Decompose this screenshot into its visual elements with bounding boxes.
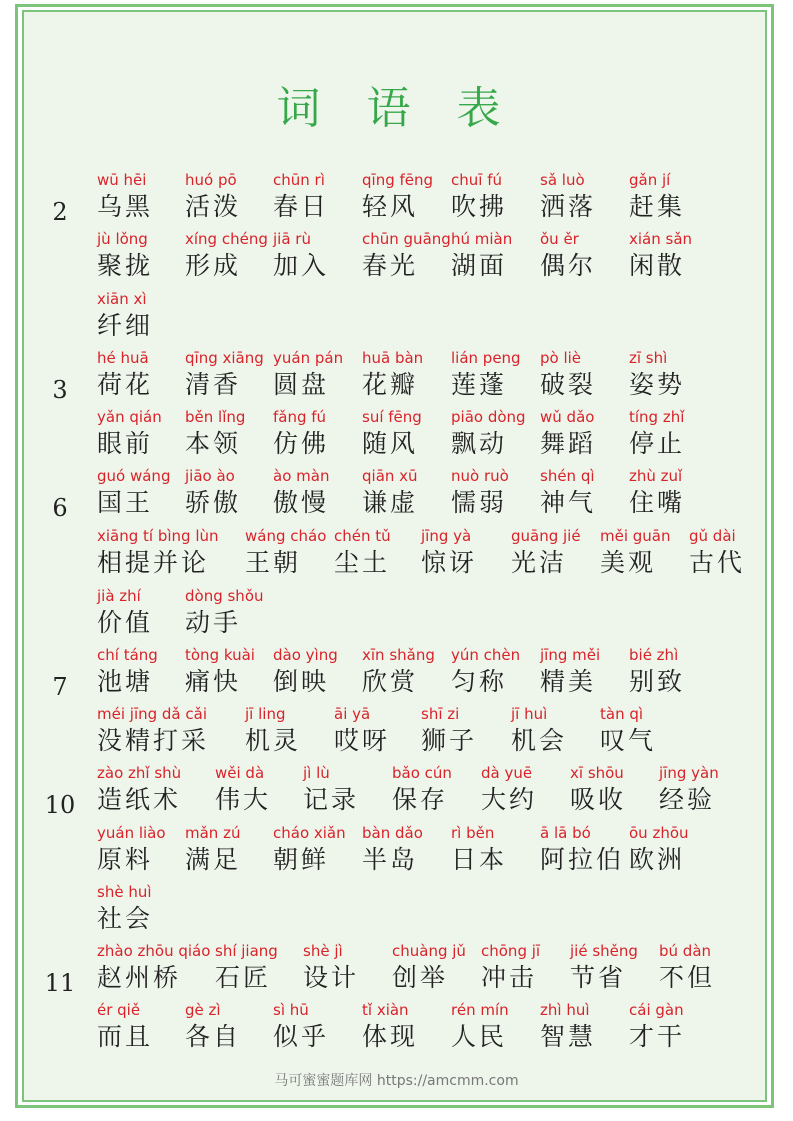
hanzi-word: 石匠: [215, 963, 272, 992]
hanzi-word: 吸收: [570, 785, 627, 814]
lesson-number: 7: [52, 673, 68, 701]
vocab-word: [392, 765, 452, 815]
pinyin: fǎng fú: [273, 408, 327, 426]
vocab-row: [0, 528, 793, 586]
hanzi-word: 国王: [97, 488, 154, 517]
hanzi-word: 别致: [629, 667, 686, 696]
pinyin: cháo xiǎn: [273, 824, 346, 842]
hanzi-word: 相提并论: [97, 548, 210, 577]
pinyin: chuī fú: [451, 171, 502, 189]
hanzi-word: 洒落: [540, 192, 597, 221]
hanzi-word: 春日: [273, 192, 330, 221]
pinyin: piāo dòng: [451, 408, 526, 426]
hanzi-word: 圆盘: [273, 370, 330, 399]
pinyin: měi guān: [600, 527, 671, 545]
hanzi-word: 满足: [185, 845, 242, 874]
pinyin: zī shì: [629, 349, 668, 367]
lesson-number: 10: [44, 791, 76, 819]
vocab-word: [629, 1002, 685, 1052]
vocab-word: [334, 706, 390, 756]
hanzi-word: 社会: [97, 904, 154, 933]
vocab-word: [629, 172, 685, 222]
pinyin: yǎn qián: [97, 408, 162, 426]
hanzi-word: 节省: [570, 963, 627, 992]
hanzi-word: 美观: [600, 548, 657, 577]
hanzi-word: 荷花: [97, 370, 154, 399]
vocab-word: [659, 765, 719, 815]
vocab-word: [629, 350, 685, 400]
pinyin: jīng yà: [421, 527, 472, 545]
hanzi-word: 尘土: [334, 548, 391, 577]
hanzi-word: 欧洲: [629, 845, 686, 874]
pinyin: shī zi: [421, 705, 460, 723]
pinyin: huó pō: [185, 171, 237, 189]
pinyin: xián sǎn: [629, 230, 693, 248]
hanzi-word: 光洁: [511, 548, 568, 577]
pinyin: xī shōu: [570, 764, 624, 782]
pinyin: xīn shǎng: [362, 646, 435, 664]
pinyin: āi yā: [334, 705, 371, 723]
vocab-word: [97, 172, 153, 222]
hanzi-word: 形成: [185, 251, 242, 280]
vocab-word: [97, 468, 170, 518]
pinyin: suí fēng: [362, 408, 422, 426]
vocab-word: [600, 528, 671, 578]
vocab-row: [0, 884, 793, 942]
vocab-word: [97, 884, 153, 934]
hanzi-word: 随风: [362, 429, 419, 458]
pinyin: nuò ruò: [451, 467, 509, 485]
pinyin: yún chèn: [451, 646, 521, 664]
hanzi-word: 清香: [185, 370, 242, 399]
hanzi-word: 仿佛: [273, 429, 330, 458]
vocab-word: [362, 647, 435, 697]
pinyin: tǐ xiàn: [362, 1001, 409, 1019]
hanzi-word: 花瓣: [362, 370, 419, 399]
hanzi-word: 偶尔: [540, 251, 597, 280]
hanzi-word: 人民: [451, 1022, 508, 1051]
hanzi-word: 哎呀: [334, 726, 391, 755]
pinyin: jià zhí: [97, 587, 141, 605]
hanzi-word: 神气: [540, 488, 597, 517]
hanzi-word: 乌黑: [97, 192, 154, 221]
vocab-word: [362, 1002, 418, 1052]
vocab-word: [362, 468, 418, 518]
vocab-row: [0, 350, 793, 408]
pinyin: wáng cháo: [245, 527, 327, 545]
vocab-word: [451, 647, 520, 697]
pinyin: qīng fēng: [362, 171, 434, 189]
vocab-word: [511, 528, 581, 578]
vocab-word: [511, 706, 567, 756]
vocab-row: [0, 231, 793, 289]
lesson-number: 3: [52, 376, 68, 404]
pinyin: jié shěng: [570, 942, 638, 960]
vocab-word: [273, 825, 346, 875]
hanzi-word: 创举: [392, 963, 449, 992]
vocab-word: [629, 647, 685, 697]
pinyin: guó wáng: [97, 467, 171, 485]
hanzi-word: 保存: [392, 785, 449, 814]
pinyin: dào yìng: [273, 646, 338, 664]
vocab-word: [659, 943, 715, 993]
pinyin: shè jì: [303, 942, 343, 960]
hanzi-word: 赶集: [629, 192, 686, 221]
pinyin: chuàng jǔ: [392, 942, 466, 960]
vocab-row: [0, 291, 793, 349]
vocab-word: [451, 231, 512, 281]
pinyin: gè zì: [185, 1001, 221, 1019]
pinyin: qiān xū: [362, 467, 418, 485]
hanzi-word: 活泼: [185, 192, 242, 221]
hanzi-word: 骄傲: [185, 488, 242, 517]
hanzi-word: 才干: [629, 1022, 686, 1051]
vocab-word: [185, 588, 264, 638]
hanzi-word: 吹拂: [451, 192, 508, 221]
hanzi-word: 原料: [97, 845, 154, 874]
hanzi-word: 懦弱: [451, 488, 508, 517]
hanzi-word: 价值: [97, 608, 154, 637]
hanzi-word: 匀称: [451, 667, 508, 696]
vocab-word: [540, 231, 596, 281]
hanzi-word: 日本: [451, 845, 508, 874]
vocab-word: [481, 765, 537, 815]
vocab-word: [362, 172, 433, 222]
pinyin: mǎn zú: [185, 824, 241, 842]
pinyin: wǔ dǎo: [540, 408, 595, 426]
pinyin: shén qì: [540, 467, 595, 485]
vocab-word: [540, 825, 624, 875]
pinyin: xiāng tí bìng lùn: [97, 527, 219, 545]
vocab-word: [540, 468, 596, 518]
vocab-word: [273, 172, 329, 222]
pinyin: yuán pán: [273, 349, 344, 367]
hanzi-word: 惊讶: [421, 548, 478, 577]
hanzi-word: 记录: [303, 785, 360, 814]
hanzi-word: 半岛: [362, 845, 419, 874]
pinyin: jī ling: [245, 705, 286, 723]
vocab-word: [540, 350, 596, 400]
pinyin: hú miàn: [451, 230, 513, 248]
vocab-word: [97, 706, 209, 756]
hanzi-word: 大约: [481, 785, 538, 814]
pinyin: xíng chéng: [185, 230, 268, 248]
pinyin: pò liè: [540, 349, 582, 367]
pinyin: ér qiě: [97, 1001, 141, 1019]
vocab-word: [185, 825, 241, 875]
vocab-row: [0, 706, 793, 764]
lesson-number: 2: [52, 198, 68, 226]
vocab-word: [273, 409, 329, 459]
pinyin: gǔ dài: [689, 527, 736, 545]
vocab-word: [245, 528, 326, 578]
vocab-word: [362, 825, 423, 875]
vocab-word: [215, 765, 271, 815]
vocab-word: [185, 231, 268, 281]
vocab-word: [273, 647, 338, 697]
pinyin: chén tǔ: [334, 527, 391, 545]
hanzi-word: 机灵: [245, 726, 302, 755]
hanzi-word: 停止: [629, 429, 686, 458]
pinyin: bú dàn: [659, 942, 712, 960]
vocab-word: [97, 291, 153, 341]
pinyin: tòng kuài: [185, 646, 255, 664]
vocab-word: [600, 706, 656, 756]
pinyin: jīng měi: [540, 646, 601, 664]
vocab-word: [97, 647, 158, 697]
hanzi-word: 机会: [511, 726, 568, 755]
vocab-word: [185, 409, 245, 459]
hanzi-word: 朝鲜: [273, 845, 330, 874]
hanzi-word: 谦虚: [362, 488, 419, 517]
vocab-word: [215, 943, 278, 993]
vocab-word: [97, 409, 162, 459]
vocab-word: [540, 409, 596, 459]
pinyin: tàn qì: [600, 705, 644, 723]
hanzi-word: 破裂: [540, 370, 597, 399]
vocab-word: [185, 350, 264, 400]
hanzi-word: 没精打采: [97, 726, 210, 755]
pinyin: bié zhì: [629, 646, 679, 664]
hanzi-word: 而且: [97, 1022, 154, 1051]
vocab-word: [97, 1002, 153, 1052]
pinyin: chūn rì: [273, 171, 325, 189]
hanzi-word: 春光: [362, 251, 419, 280]
vocab-row: [0, 468, 793, 526]
vocab-word: [334, 528, 391, 578]
vocab-word: [629, 468, 685, 518]
vocab-word: [451, 409, 526, 459]
vocab-row: [0, 825, 793, 883]
vocab-word: [451, 172, 507, 222]
vocab-word: [273, 231, 329, 281]
vocab-word: [362, 350, 423, 400]
pinyin: bàn dǎo: [362, 824, 423, 842]
vocab-row: [0, 647, 793, 705]
pinyin: chūn guāng: [362, 230, 451, 248]
vocab-word: [421, 528, 477, 578]
hanzi-word: 加入: [273, 251, 330, 280]
pinyin: bǎo cún: [392, 764, 452, 782]
pinyin: zào zhǐ shù: [97, 764, 182, 782]
pinyin: ā lā bó: [540, 824, 591, 842]
pinyin: yuán liào: [97, 824, 166, 842]
hanzi-word: 纤细: [97, 311, 154, 340]
vocab-word: [451, 350, 521, 400]
pinyin: sì hū: [273, 1001, 309, 1019]
pinyin: jì lù: [303, 764, 330, 782]
hanzi-word: 精美: [540, 667, 597, 696]
pinyin: huā bàn: [362, 349, 424, 367]
hanzi-word: 本领: [185, 429, 242, 458]
hanzi-word: 倒映: [273, 667, 330, 696]
hanzi-word: 欣赏: [362, 667, 419, 696]
vocab-word: [451, 1002, 509, 1052]
hanzi-word: 智慧: [540, 1022, 597, 1051]
hanzi-word: 叹气: [600, 726, 657, 755]
vocab-row: [0, 588, 793, 646]
vocab-word: [421, 706, 477, 756]
hanzi-word: 冲击: [481, 963, 538, 992]
pinyin: xiān xì: [97, 290, 147, 308]
vocab-word: [97, 350, 153, 400]
pinyin: sǎ luò: [540, 171, 585, 189]
hanzi-word: 似乎: [273, 1022, 330, 1051]
pinyin: jī huì: [511, 705, 548, 723]
vocab-word: [185, 468, 241, 518]
pinyin: rì běn: [451, 824, 495, 842]
vocab-word: [97, 231, 153, 281]
vocab-word: [629, 409, 685, 459]
pinyin: rén mín: [451, 1001, 509, 1019]
vocab-word: [97, 765, 181, 815]
hanzi-word: 王朝: [245, 548, 302, 577]
page-title: 词 语 表: [276, 83, 517, 134]
hanzi-word: 眼前: [97, 429, 154, 458]
vocab-word: [185, 647, 255, 697]
vocab-word: [540, 647, 600, 697]
pinyin: méi jīng dǎ cǎi: [97, 705, 207, 723]
hanzi-word: 体现: [362, 1022, 419, 1051]
pinyin: chōng jī: [481, 942, 541, 960]
hanzi-word: 狮子: [421, 726, 478, 755]
pinyin: ào màn: [273, 467, 330, 485]
pinyin: jù lǒng: [97, 230, 148, 248]
hanzi-word: 动手: [185, 608, 242, 637]
vocab-word: [540, 172, 596, 222]
pinyin: cái gàn: [629, 1001, 684, 1019]
vocab-word: [97, 943, 210, 993]
pinyin: dòng shǒu: [185, 587, 264, 605]
vocab-word: [629, 231, 692, 281]
pinyin: běn lǐng: [185, 408, 246, 426]
vocab-word: [245, 706, 301, 756]
hanzi-word: 各自: [185, 1022, 242, 1051]
pinyin: ōu zhōu: [629, 824, 689, 842]
lesson-number: 6: [52, 494, 68, 522]
pinyin: shè huì: [97, 883, 152, 901]
vocab-word: [97, 588, 153, 638]
pinyin: guāng jié: [511, 527, 581, 545]
hanzi-word: 舞蹈: [540, 429, 597, 458]
vocab-word: [303, 765, 359, 815]
vocab-word: [481, 943, 540, 993]
vocab-word: [273, 468, 329, 518]
vocab-word: [392, 943, 466, 993]
pinyin: qīng xiāng: [185, 349, 264, 367]
vocab-word: [629, 825, 689, 875]
hanzi-word: 赵州桥: [97, 963, 182, 992]
pinyin: chí táng: [97, 646, 158, 664]
pinyin: gǎn jí: [629, 171, 671, 189]
hanzi-word: 不但: [659, 963, 716, 992]
pinyin: jiāo ào: [185, 467, 235, 485]
vocab-word: [451, 825, 507, 875]
vocab-word: [185, 1002, 241, 1052]
hanzi-word: 傲慢: [273, 488, 330, 517]
hanzi-word: 姿势: [629, 370, 686, 399]
hanzi-word: 痛快: [185, 667, 242, 696]
pinyin: tíng zhǐ: [629, 408, 685, 426]
pinyin: jiā rù: [273, 230, 311, 248]
vocab-row: [0, 172, 793, 230]
pinyin: jīng yàn: [659, 764, 719, 782]
vocab-word: [570, 943, 638, 993]
hanzi-word: 飘动: [451, 429, 508, 458]
vocab-word: [273, 1002, 329, 1052]
pinyin: dà yuē: [481, 764, 533, 782]
pinyin: shí jiang: [215, 942, 278, 960]
vocab-word: [273, 350, 343, 400]
hanzi-word: 伟大: [215, 785, 272, 814]
vocab-word: [570, 765, 626, 815]
vocab-word: [185, 172, 241, 222]
pinyin: lián peng: [451, 349, 521, 367]
vocab-word: [540, 1002, 596, 1052]
vocab-word: [689, 528, 745, 578]
vocab-row: [0, 765, 793, 823]
pinyin: wěi dà: [215, 764, 265, 782]
hanzi-word: 造纸术: [97, 785, 182, 814]
pinyin: hé huā: [97, 349, 149, 367]
vocab-row: [0, 409, 793, 467]
lesson-number: 11: [44, 969, 76, 997]
pinyin: zhì huì: [540, 1001, 590, 1019]
hanzi-word: 莲蓬: [451, 370, 508, 399]
hanzi-word: 聚拢: [97, 251, 154, 280]
hanzi-word: 住嘴: [629, 488, 686, 517]
pinyin: zhù zuǐ: [629, 467, 683, 485]
vocab-word: [362, 231, 451, 281]
hanzi-word: 经验: [659, 785, 716, 814]
hanzi-word: 古代: [689, 548, 746, 577]
vocab-word: [97, 528, 219, 578]
pinyin: ǒu ěr: [540, 230, 579, 248]
vocab-word: [97, 825, 166, 875]
pinyin: wū hēi: [97, 171, 147, 189]
vocab-word: [362, 409, 422, 459]
hanzi-word: 闲散: [629, 251, 686, 280]
hanzi-word: 设计: [303, 963, 360, 992]
footer-watermark: 马可蜜蜜题库网 https://amcmm.com: [274, 1073, 519, 1089]
vocab-word: [451, 468, 509, 518]
pinyin: zhào zhōu qiáo: [97, 942, 211, 960]
hanzi-word: 轻风: [362, 192, 419, 221]
vocab-row: [0, 1002, 793, 1060]
hanzi-word: 阿拉伯: [540, 845, 625, 874]
vocab-row: [0, 943, 793, 1001]
vocab-word: [303, 943, 359, 993]
hanzi-word: 池塘: [97, 667, 154, 696]
hanzi-word: 湖面: [451, 251, 508, 280]
